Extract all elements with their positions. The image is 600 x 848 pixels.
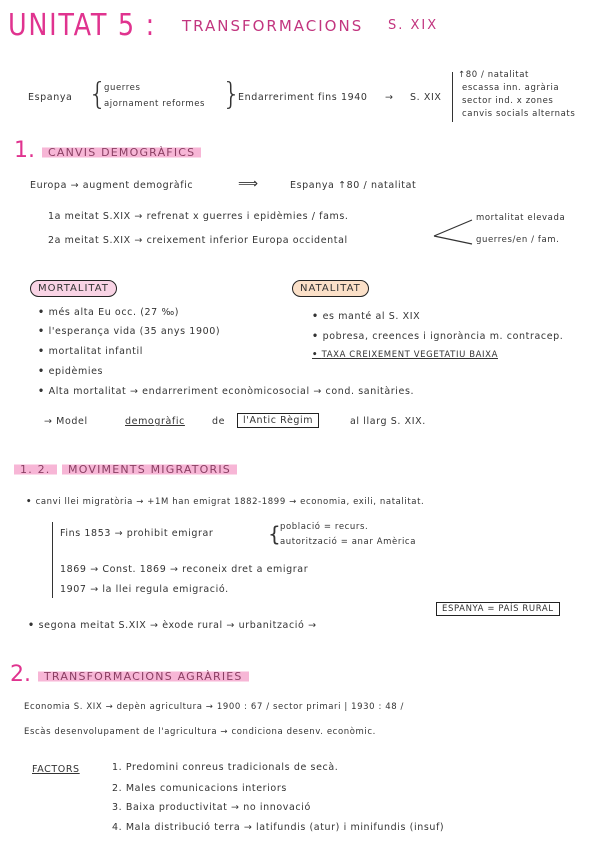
section1-number: 1. — [14, 138, 35, 163]
s12-box-rural: ESPANYA = PAÍS RURAL — [436, 602, 560, 616]
s1-branch-up: mortalitat elevada — [476, 213, 566, 223]
page-century: S. XIX — [388, 18, 439, 33]
mortalitat-item-3: • mortalitat infantil — [38, 346, 143, 357]
s2-factor-1: 1. Predomini conreus tradicionals de secà. — [112, 762, 339, 773]
s12-brace — [52, 522, 53, 598]
s2-line2: Escàs desenvolupament de l'agricultura → condiciona desenv. econòmic. — [24, 727, 376, 737]
natalitat-item-1: • es manté al S. XIX — [312, 311, 420, 322]
intro-right-item-3: sector ind. x zones — [462, 96, 554, 106]
intro-brace-item-1: guerres — [104, 83, 141, 93]
s12-branch-1: població = recurs. — [280, 522, 369, 532]
s12-line-1853: Fins 1853 → prohibit emigrar — [60, 528, 214, 539]
s2-factor-3: 3. Baixa productivitat → no innovació — [112, 802, 311, 813]
intro-brace-right: } — [222, 77, 242, 112]
model-suffix: al llarg S. XIX. — [350, 416, 426, 427]
section12-title: MOVIMENTS MIGRATORIS — [62, 463, 237, 476]
section12-number: 1. 2. — [14, 463, 57, 476]
s2-factors-label: FACTORS — [32, 764, 80, 775]
mortalitat-label: MORTALITAT — [30, 280, 117, 297]
s1-line1-right: Espanya ↑80 / natalitat — [290, 180, 417, 191]
natalitat-item-2: • pobresa, creences i ignorància m. contracep. — [312, 331, 563, 342]
s2-factor-4: 4. Mala distribució terra → latifundis (atur) i minifundis (insuf) — [112, 822, 445, 833]
s12-line-last: • segona meitat S.XIX → èxode rural → urbanització → — [28, 620, 317, 631]
intro-middle: Endarreriment fins 1940 — [238, 92, 368, 103]
intro-right-item-1: ↑80 / natalitat — [458, 70, 529, 80]
s1-line1-left: Europa → augment demogràfic — [30, 180, 194, 191]
natalitat-item-3: • TAXA CREIXEMENT VEGETATIU BAIXA — [312, 350, 498, 360]
intro-right-item-2: escassa inn. agrària — [462, 83, 560, 93]
s12-branch-brace: { — [268, 522, 282, 546]
s12-line-1869: 1869 → Const. 1869 → reconeix dret a emigrar — [60, 564, 309, 575]
s12-branch-2: autorització = anar Amèrica — [280, 537, 417, 547]
mortalitat-item-5: • Alta mortalitat → endarreriment econòmicosocial → cond. sanitàries. — [38, 386, 414, 397]
section1-title: CANVIS DEMOGRÀFICS — [42, 146, 201, 159]
intro-brace-item-2: ajornament reformes — [104, 99, 206, 109]
s2-line1: Economia S. XIX → depèn agricultura → 1900 : 67 / sector primari | 1930 : 48 / — [24, 702, 405, 712]
s1-branch-down: guerres/en / fam. — [476, 235, 560, 245]
intro-arrow: → — [385, 92, 394, 103]
page-subtitle: TRANSFORMACIONS — [182, 17, 364, 35]
section2-number: 2. — [10, 662, 31, 687]
model-de: de — [212, 416, 226, 427]
intro-right-brace — [452, 72, 453, 122]
s1-line2: 1a meitat S.XIX → refrenat x guerres i epidèmies / fams. — [48, 211, 349, 222]
section2-title: TRANSFORMACIONS AGRÀRIES — [38, 670, 249, 683]
s2-factor-2: 2. Males comunicacions interiors — [112, 783, 287, 794]
intro-country: Espanya — [28, 92, 73, 103]
intro-right-item-4: canvis socials alternats — [462, 109, 576, 119]
intro-arrow-to: S. XIX — [410, 92, 442, 103]
model-word: demogràfic — [125, 416, 185, 427]
s12-line1: • canvi llei migratòria → +1M han emigrat 1882-1899 → economia, exili, natalitat. — [26, 497, 424, 507]
s1-branch-arrows — [432, 214, 476, 250]
mortalitat-item-4: • epidèmies — [38, 366, 103, 377]
s1-line3: 2a meitat S.XIX → creixement inferior Europa occidental — [48, 235, 348, 246]
intro-brace-left: { — [88, 77, 108, 112]
model-prefix: → Model — [44, 416, 88, 427]
s12-line-1907: 1907 → la llei regula emigració. — [60, 584, 229, 595]
s1-line1-arrow: ⟹ — [238, 176, 259, 192]
mortalitat-item-1: • més alta Eu occ. (27 ‰) — [38, 307, 179, 318]
page-title: UNITAT 5 : — [8, 8, 156, 43]
natalitat-label: NATALITAT — [292, 280, 369, 297]
mortalitat-item-2: • l'esperança vida (35 anys 1900) — [38, 326, 220, 337]
model-box: l'Antic Règim — [237, 413, 319, 428]
